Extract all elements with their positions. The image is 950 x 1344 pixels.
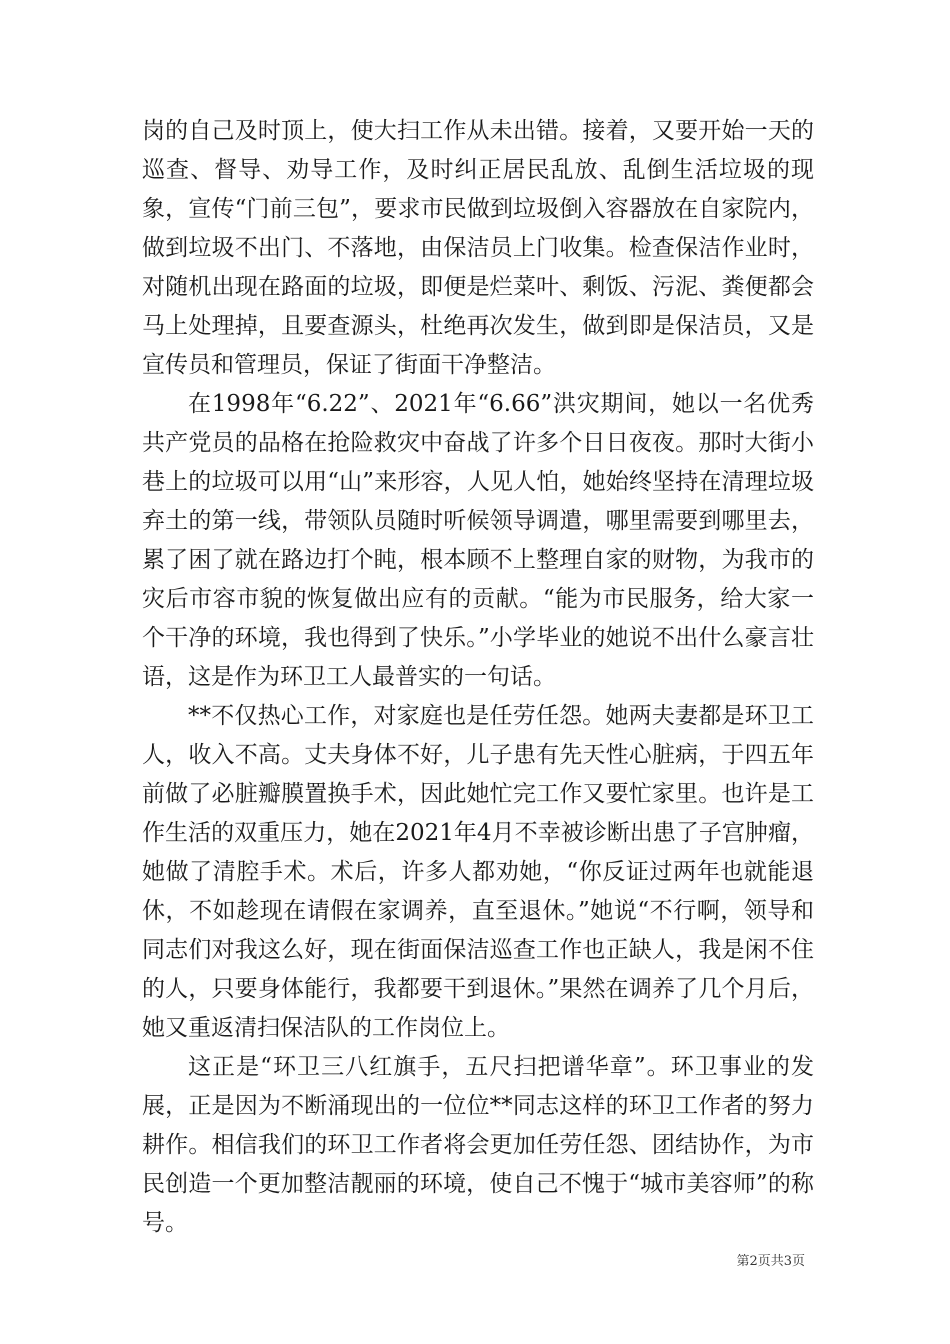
page-number-footer: 第2页共3页 (736, 1254, 805, 1269)
document-body (142, 112, 814, 1243)
paragraph-3: **不仅热心工作，对家庭也是任劳任怨。她两夫妻都是环卫工人，收入不高。丈夫身体不好，儿子患有先天性心脏病，于四五年前做了必脏瓣膜置换手术，因此她忙完工作又要忙家里。也许是工作生活的双重压力，她在2021年4月不幸被诊断出患了子宫肿瘤，她做了清腔手术。术后，许多人都劝她，“你反证过两年也就能退休，不如趁现在请假在家调养，直至退休。”她说“不行啊，领导和同志们对我这么好，现在街面保洁巡查工作也正缺人，我是闲不住的人，只要身体能行，我都要干到退休。”果然在调养了几个月后，她又重返清扫保洁队的工作岗位上。 (142, 703, 814, 1041)
paragraph-4: 这正是“环卫三八红旗手，五尺扫把谱华章”。环卫事业的发展，正是因为不断涌现出的一位位**同志这样的环卫工作者的努力耕作。相信我们的环卫工作者将会更加任劳任怨、团结协作，为市民创造一个更加整洁靓丽的环境，使自己不愧于“城市美容师”的称号。 (142, 1054, 814, 1236)
paragraph-2: 在1998年“6.22”、2021年“6.66”洪灾期间，她以一名优秀共产党员的品格在抢险救灾中奋战了许多个日日夜夜。那时大街小巷上的垃圾可以用“山”来形容，人见人怕，她始终坚持在清理垃圾弃土的第一线，带领队员随时听候领导调遣，哪里需要到哪里去，累了困了就在路边打个盹，根本顾不上整理自家的财物，为我市的灾后市容市貌的恢复做出应有的贡献。“能为市民服务，给大家一个干净的环境，我也得到了快乐。”小学毕业的她说不出什么豪言壮语，这是作为环卫工人最普实的一句话。 (142, 391, 814, 690)
paragraph-1: 岗的自己及时顶上，使大扫工作从未出错。接着，又要开始一天的巡查、督导、劝导工作，及时纠正居民乱放、乱倒生活垃圾的现象，宣传“门前三包”，要求市民做到垃圾倒入容器放在自家院内，做到垃圾不出门、不落地，由保洁员上门收集。检查保洁作业时，对随机出现在路面的垃圾，即便是烂菜叶、剩饭、污泥、粪便都会马上处理掉，且要查源头，杜绝再次发生，做到即是保洁员，又是宣传员和管理员，保证了街面干净整洁。 (142, 118, 814, 378)
